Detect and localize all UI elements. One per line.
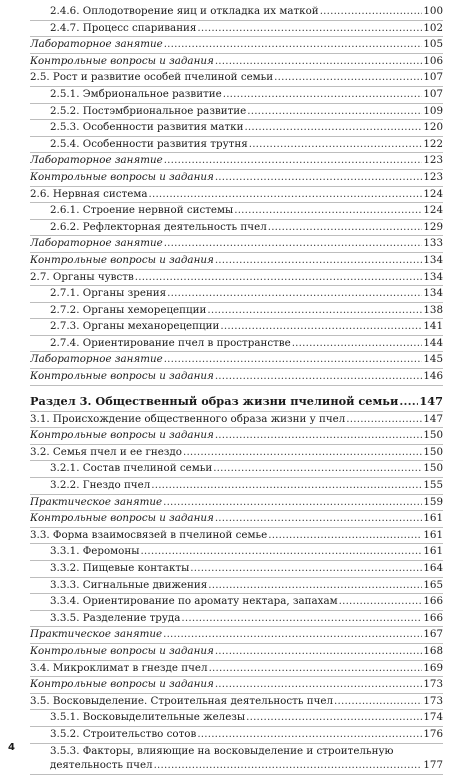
toc-entry[interactable] — [30, 428, 443, 445]
toc-entry-title: 2.4.6. Оплодотворение яиц и откладка их маткой — [50, 5, 319, 17]
toc-entry-title: Контрольные вопросы и задания — [30, 170, 214, 183]
leader-dots — [215, 54, 423, 70]
toc-entry-page: 146 — [423, 370, 443, 383]
leader-dots — [164, 236, 423, 252]
toc-entry-page: 174 — [423, 711, 443, 724]
toc-entry-page: 109 — [423, 104, 443, 117]
toc-entry[interactable] — [30, 611, 443, 628]
toc-entry-title: Практическое занятие — [30, 495, 163, 508]
table-of-contents — [30, 4, 443, 775]
toc-entry-page: 173 — [423, 694, 443, 707]
toc-entry-page: 150 — [423, 429, 443, 442]
toc-entry-title: 2.5.4. Особенности развития трутня — [50, 137, 248, 150]
toc-entry-page: 161 — [423, 545, 443, 558]
toc-entry[interactable] — [30, 253, 443, 270]
toc-entry-title: Практическое занятие — [30, 628, 163, 641]
toc-entry[interactable] — [30, 627, 443, 644]
toc-entry[interactable] — [30, 528, 443, 545]
leader-dots — [154, 758, 423, 773]
toc-entry[interactable] — [30, 37, 443, 54]
leader-dots — [220, 319, 422, 335]
toc-entry[interactable] — [30, 561, 443, 578]
toc-entry-page: 134 — [423, 253, 443, 266]
toc-entry[interactable] — [30, 203, 443, 220]
leader-dots — [234, 203, 422, 219]
toc-entry-title: 2.7.4. Ориентирование пчел в пространстве — [50, 336, 291, 349]
toc-entry-page: 144 — [423, 336, 443, 349]
toc-entry-title: Контрольные вопросы и задания — [30, 429, 214, 442]
toc-entry-title: Контрольные вопросы и задания — [30, 512, 214, 525]
toc-entry[interactable] — [30, 170, 443, 187]
toc-entry-page: 124 — [423, 204, 443, 217]
toc-entry[interactable] — [30, 578, 443, 595]
toc-entry-page: 173 — [423, 678, 443, 691]
toc-entry-page: 123 — [423, 154, 443, 167]
leader-dots — [163, 495, 422, 511]
toc-entry-title: 3.3. Форма взаимосвязей в пчелиной семье — [30, 528, 268, 541]
leader-dots — [215, 428, 423, 444]
toc-entry-title: 3.2. Семья пчел и ее гнездо — [30, 445, 182, 458]
toc-entry-title: 2.5.3. Особенности развития матки — [50, 121, 244, 134]
leader-dots — [190, 561, 422, 577]
toc-entry-title: 3.3.1. Феромоны — [50, 545, 140, 558]
leader-dots — [197, 21, 422, 37]
leader-dots — [339, 594, 423, 610]
toc-entry[interactable] — [30, 120, 443, 137]
leader-dots — [140, 544, 422, 560]
toc-entry-title: 3.2.1. Состав пчелиной семьи — [50, 462, 213, 475]
toc-entry-title: Контрольные вопросы и задания — [30, 253, 214, 266]
toc-entry[interactable] — [30, 104, 443, 121]
toc-entry-title: 3.5. Восковыделение. Строительная деятельность пчел — [30, 694, 334, 707]
toc-entry-title: 3.3.2. Пищевые контакты — [50, 562, 190, 574]
toc-entry[interactable] — [30, 70, 443, 87]
toc-entry-page: 123 — [423, 170, 443, 183]
toc-entry[interactable] — [30, 727, 443, 744]
toc-entry[interactable] — [30, 286, 443, 303]
leader-dots — [135, 270, 423, 286]
toc-entry[interactable] — [30, 744, 443, 775]
toc-entry-page: 138 — [423, 303, 443, 316]
toc-entry-title: Контрольные вопросы и задания — [30, 678, 214, 691]
leader-dots — [268, 220, 423, 236]
toc-entry-page: 150 — [423, 445, 443, 458]
toc-entry-page: 124 — [423, 187, 443, 200]
toc-entry[interactable] — [30, 236, 443, 253]
toc-entry[interactable] — [30, 137, 443, 154]
leader-dots — [181, 611, 422, 627]
toc-entry-title: 3.3.5. Разделение труда — [50, 611, 181, 624]
leader-dots — [164, 352, 423, 368]
toc-entry-page: 147 — [423, 412, 443, 425]
leader-dots — [213, 461, 422, 477]
leader-dots — [197, 727, 422, 743]
toc-entry[interactable] — [30, 54, 443, 71]
leader-dots — [149, 187, 423, 203]
toc-entry-page: 161 — [423, 528, 443, 541]
toc-entry-title: Контрольные вопросы и задания — [30, 644, 214, 657]
toc-entry-title: Лабораторное занятие — [30, 154, 163, 167]
toc-entry[interactable] — [30, 4, 443, 21]
toc-entry-title: Лабораторное занятие — [30, 237, 163, 250]
toc-entry[interactable] — [30, 544, 443, 561]
toc-entry-title: 2.4.7. Процесс спаривания — [50, 21, 197, 34]
toc-entry[interactable] — [30, 461, 443, 478]
toc-entry-page: 167 — [423, 628, 443, 641]
leader-dots — [163, 627, 422, 643]
toc-entry[interactable] — [30, 153, 443, 170]
toc-entry-page: 165 — [423, 578, 443, 591]
toc-entry[interactable] — [30, 319, 443, 336]
toc-entry[interactable] — [30, 677, 443, 694]
toc-entry[interactable] — [30, 694, 443, 711]
toc-entry-page: 133 — [423, 237, 443, 250]
toc-entry-title: 2.5. Рост и развитие особей пчелиной семьи — [30, 71, 274, 84]
leader-dots — [346, 412, 422, 428]
leader-dots — [207, 303, 422, 319]
toc-entry[interactable] — [30, 369, 443, 386]
leader-dots — [215, 677, 423, 693]
toc-entry-title: 3.2.2. Гнездо пчел — [50, 479, 151, 492]
toc-entry-page: 166 — [423, 611, 443, 624]
toc-entry-title: 3.3.4. Ориентирование по аромату нектара, запахам — [50, 595, 338, 608]
toc-entry-page: 145 — [423, 353, 443, 366]
toc-entry-page: 105 — [423, 38, 443, 51]
page-number: 4 — [8, 742, 15, 753]
leader-dots — [320, 4, 423, 20]
leader-dots — [209, 661, 423, 677]
toc-entry[interactable] — [30, 187, 443, 204]
toc-entry[interactable] — [30, 87, 443, 104]
toc-entry[interactable] — [30, 661, 443, 678]
toc-entry[interactable] — [30, 495, 443, 512]
toc-entry-title: 2.7.2. Органы хеморецепции — [50, 303, 207, 316]
toc-entry-page: 106 — [423, 54, 443, 67]
leader-dots — [208, 578, 422, 594]
toc-entry-page: 102 — [423, 21, 443, 34]
leader-dots — [151, 478, 422, 494]
toc-entry-page: 169 — [423, 661, 443, 674]
toc-entry-page: 141 — [423, 320, 443, 333]
toc-entry-page: 168 — [423, 644, 443, 657]
toc-entry[interactable] — [30, 710, 443, 727]
toc-entry-page: 161 — [423, 512, 443, 525]
toc-entry-page: 176 — [423, 727, 443, 740]
toc-entry-title: 3.5.3. Факторы, влияющие на восковыделение и строительную — [50, 744, 394, 757]
toc-entry-title: 2.6. Нервная система — [30, 187, 148, 200]
toc-entry-title-cont: деятельность пчел — [50, 759, 153, 772]
leader-dots — [164, 153, 423, 169]
toc-entry-title: 3.4. Микроклимат в гнезде пчел — [30, 661, 208, 674]
toc-entry[interactable] — [30, 594, 443, 611]
toc-entry-title: 2.6.2. Рефлекторная деятельность пчел — [50, 220, 267, 233]
toc-entry[interactable] — [30, 336, 443, 353]
toc-entry[interactable] — [30, 478, 443, 495]
toc-entry-page: 107 — [423, 71, 443, 84]
toc-entry[interactable] — [30, 352, 443, 369]
toc-entry-page: 134 — [423, 270, 443, 283]
toc-entry-page: 147 — [419, 393, 443, 408]
toc-entry-page: 155 — [423, 479, 443, 492]
toc-entry-title: 2.7. Органы чувств — [30, 270, 134, 283]
toc-entry-page: 177 — [423, 759, 443, 772]
leader-dots — [167, 286, 422, 302]
toc-entry[interactable] — [30, 412, 443, 429]
leader-dots — [268, 528, 422, 544]
toc-entry-title: 2.5.2. Постэмбриональное развитие — [50, 104, 247, 117]
leader-dots — [399, 392, 418, 411]
leader-dots — [292, 336, 423, 352]
leader-dots — [215, 644, 423, 660]
leader-dots — [334, 694, 422, 710]
toc-entry-page: 129 — [423, 220, 443, 233]
toc-entry-title: 2.7.3. Органы механорецепции — [50, 320, 220, 333]
toc-entry-title: 3.3.3. Сигнальные движения — [50, 578, 208, 591]
toc-entry-page: 100 — [423, 5, 443, 17]
toc-entry-page: 150 — [423, 462, 443, 475]
leader-dots — [215, 170, 423, 186]
leader-dots — [244, 120, 422, 136]
toc-entry-title: 3.5.1. Восковыделительные железы — [50, 711, 246, 724]
toc-entry-title: Раздел 3. Общественный образ жизни пчелиной семьи — [30, 393, 399, 408]
toc-entry-title: 2.6.1. Строение нервной системы — [50, 204, 234, 217]
toc-entry-page: 166 — [423, 595, 443, 608]
leader-dots — [246, 710, 422, 726]
toc-entry-title: 2.7.1. Органы зрения — [50, 287, 167, 300]
leader-dots — [215, 511, 423, 527]
toc-entry-title: 3.1. Происхождение общественного образа жизни у пчел — [30, 412, 346, 425]
toc-entry[interactable] — [30, 270, 443, 287]
toc-entry-page: 134 — [423, 287, 443, 300]
toc-entry-page: 107 — [423, 87, 443, 100]
toc-entry[interactable] — [30, 511, 443, 528]
leader-dots — [215, 253, 423, 269]
leader-dots — [223, 87, 423, 103]
toc-entry-title: Лабораторное занятие — [30, 353, 163, 366]
leader-dots — [164, 37, 423, 53]
toc-entry-title: Контрольные вопросы и задания — [30, 370, 214, 383]
leader-dots — [249, 137, 423, 153]
toc-entry-page: 164 — [423, 562, 443, 574]
toc-entry[interactable] — [30, 220, 443, 237]
leader-dots — [247, 104, 422, 120]
leader-dots — [274, 70, 422, 86]
leader-dots — [183, 445, 422, 461]
toc-entry[interactable] — [30, 303, 443, 320]
toc-entry-page: 122 — [423, 137, 443, 150]
toc-entry-title: Контрольные вопросы и задания — [30, 54, 214, 67]
toc-entry-title: 2.5.1. Эмбриональное развитие — [50, 87, 222, 100]
toc-entry-title: Лабораторное занятие — [30, 38, 163, 51]
toc-entry[interactable] — [30, 445, 443, 462]
toc-entry[interactable] — [30, 392, 443, 412]
toc-entry-page: 120 — [423, 121, 443, 134]
toc-entry-title: 3.5.2. Строительство сотов — [50, 727, 197, 740]
toc-entry[interactable] — [30, 644, 443, 661]
toc-entry-page: 159 — [423, 495, 443, 508]
leader-dots — [215, 369, 423, 385]
toc-entry[interactable] — [30, 21, 443, 38]
